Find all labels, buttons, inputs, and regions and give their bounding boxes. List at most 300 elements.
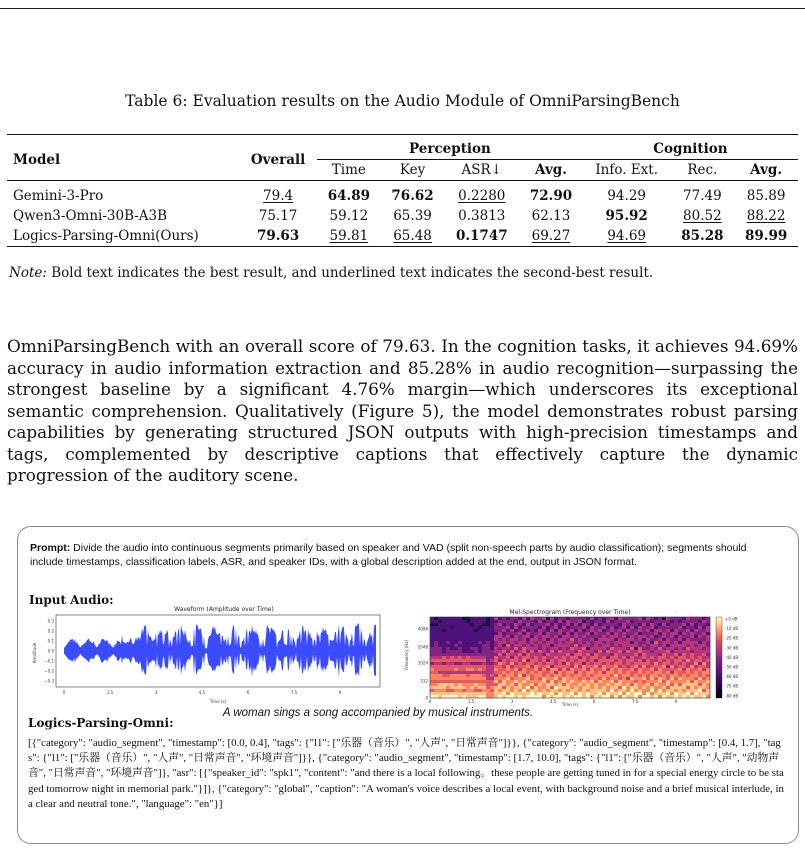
spectrogram-cell [458,620,462,623]
prompt-block [30,541,775,569]
spectrogram-cell [610,665,614,668]
spectrogram-cell [610,629,614,632]
spectrogram-cell [610,677,614,680]
spectrogram-cell [450,617,454,620]
spectrogram-cell [634,653,638,656]
spectrogram-cell [690,665,694,668]
spectrogram-cell [614,632,618,635]
spectrogram-cell [654,626,658,629]
spectrogram-cell [526,638,530,641]
spectrogram-cell [650,617,654,620]
spectrogram-cell [462,680,466,683]
spectrogram-cell [518,668,522,671]
spectrogram-cell [638,644,642,647]
spectrogram-cell [466,680,470,683]
spectrogram-cell [686,623,690,626]
spectrogram-cell [506,623,510,626]
spectrogram-cell [634,692,638,695]
spectrogram-cell [482,632,486,635]
spectrogram-cell [614,629,618,632]
spectrogram-cell [638,623,642,626]
spectrogram-cell [474,677,478,680]
output-label: Logics-Parsing-Omni: [28,716,174,730]
spectrogram-cell [702,650,706,653]
spectrogram-cell [618,653,622,656]
spectrogram-cell [670,626,674,629]
spectrogram-cell [438,656,442,659]
spectrogram-cell [634,671,638,674]
spectrogram-cell [462,647,466,650]
spectrogram-cell [602,650,606,653]
spectrogram-cell [574,686,578,689]
spectrogram-cell [614,653,618,656]
spectrogram-cell [622,617,626,620]
spectrogram-cell [522,665,526,668]
spectrogram-cell [526,626,530,629]
spectrogram-cell [566,692,570,695]
spectrogram-cell [554,668,558,671]
spectrogram-cell [434,680,438,683]
spectrogram-cell [698,677,702,680]
spectrogram-cell [646,677,650,680]
spectrogram-cell [558,659,562,662]
spectrogram-cell [430,647,434,650]
spectrogram-cell [522,620,526,623]
spectrogram-cell [566,671,570,674]
spectrogram-cell [594,692,598,695]
spectrogram-cell [690,689,694,692]
spectrogram-cell [434,692,438,695]
spectrogram-cell [630,692,634,695]
spectrogram-cell [614,635,618,638]
spectrogram-cell [678,620,682,623]
spectrogram-cell [430,656,434,659]
spectrogram-cell [442,638,446,641]
spectrogram-cell [502,644,506,647]
spectrogram-cell [642,683,646,686]
spectrogram-cell [698,617,702,620]
spectrogram-cell [530,638,534,641]
spectrogram-cell [534,668,538,671]
spectrogram-cell [550,689,554,692]
spectrogram-cell [702,683,706,686]
spectrogram-cell [598,677,602,680]
spectrogram-cell [498,653,502,656]
spectrogram-cell [506,632,510,635]
spectrogram-cell [626,659,630,662]
spectrogram-cell [470,683,474,686]
spectrogram-cell [678,629,682,632]
spectrogram-cell [562,653,566,656]
spectrogram-cell [622,650,626,653]
spectrogram-cell [698,623,702,626]
spectrogram-cell [498,671,502,674]
spectrogram-cell [462,683,466,686]
spectrogram-cell [470,692,474,695]
spectrogram-cell [658,665,662,668]
spectrogram-cell [686,650,690,653]
waveform-ylabel: Amplitude [32,642,37,664]
spectrogram-cell [494,650,498,653]
spectrogram-cell [570,626,574,629]
spectrogram-cell [446,686,450,689]
spectrogram-cell [546,692,550,695]
spectrogram-cell [610,686,614,689]
spectrogram-cell [430,674,434,677]
spectrogram-cell [546,620,550,623]
spectrogram-cell [542,677,546,680]
spectrogram-cell [706,683,710,686]
spectrogram-cell [654,656,658,659]
spectrogram-cell [582,692,586,695]
spectrogram-cell [614,668,618,671]
spectrogram-cell [674,689,678,692]
spectrogram-cell [590,686,594,689]
spectrogram-cell [554,620,558,623]
spectrogram-cell [510,671,514,674]
spectrogram-cell [542,671,546,674]
spectrogram-cell [542,680,546,683]
spectrogram-cell [430,662,434,665]
spectrogram-cell [662,632,666,635]
spectrogram-cell [678,686,682,689]
spectrogram-cell [674,662,678,665]
spectrogram-cell [634,641,638,644]
spectrogram-cell [626,650,630,653]
spectrogram-cell [662,683,666,686]
cell-overall: 79.4 [263,188,294,204]
spectrogram-cell [606,674,610,677]
header-time: Time [331,162,366,178]
spectrogram-cell [690,617,694,620]
spectrogram-cell [482,641,486,644]
spectrogram-cell [698,644,702,647]
spectrogram-cell [562,665,566,668]
spectrogram-cell [458,626,462,629]
spectrogram-cell [482,680,486,683]
spectrogram-cell [674,638,678,641]
spectrogram-cell [690,644,694,647]
spectrogram-cell [634,650,638,653]
spectrogram-cell [558,674,562,677]
spectrogram-cell [558,620,562,623]
spectrogram-cell [682,641,686,644]
spectrogram-cell [522,656,526,659]
waveform-xlabel: Time (s) [209,699,227,704]
spectrogram-cell [654,683,658,686]
spectrogram-cell [434,635,438,638]
spectrogram-cell [650,659,654,662]
spectrogram-cell [602,641,606,644]
spectrogram-cell [574,653,578,656]
spectrogram-cell [466,620,470,623]
spectrogram-cell [498,680,502,683]
spectrogram-cell [542,638,546,641]
spectrogram-cell [478,626,482,629]
spectrogram-cell [578,632,582,635]
spectrogram-cell [678,656,682,659]
spectrogram-cell [434,632,438,635]
spectrogram-cell [650,677,654,680]
spectrogram-cell [538,686,542,689]
spectrogram-cell [462,650,466,653]
spectrogram-cell [658,662,662,665]
spectrogram-cell [690,683,694,686]
spectrogram-cell [578,617,582,620]
spectrogram-cell [486,665,490,668]
spectrogram-cell [662,650,666,653]
spectrogram-cell [598,638,602,641]
spectrogram-cell [506,656,510,659]
spectrogram-cell [590,650,594,653]
waveform-title: Waveform (Amplitude over Time) [174,606,274,613]
spectrogram-cell [470,662,474,665]
spectrogram-cell [674,692,678,695]
spectrogram-cell [490,647,494,650]
spectrogram-cell [558,683,562,686]
spectrogram-cell [698,680,702,683]
spectrogram-cell [534,644,538,647]
spectrogram-cell [594,683,598,686]
spectrogram-cell [614,683,618,686]
spectrogram-cell [606,638,610,641]
spectrogram-cell [470,680,474,683]
spectrogram-cell [650,647,654,650]
spectrogram-cell [610,683,614,686]
spectrogram-cell [466,629,470,632]
note-text: Bold text indicates the best result, and underlined text indicates the second-best result. [46,265,654,281]
spectrogram-cell [450,632,454,635]
spectrogram-cell [526,674,530,677]
spectrogram-cell [634,638,638,641]
spectrogram-cell [602,686,606,689]
spectrogram-cell [674,626,678,629]
spectrogram-cell [578,665,582,668]
spectrogram-cell [618,632,622,635]
spectrogram-cell [474,686,478,689]
cell-key: 65.48 [393,228,432,244]
spectrogram-cell [606,647,610,650]
spectrogram-cell [458,671,462,674]
spectrogram-cell [522,626,526,629]
spectrogram-cell [442,650,446,653]
spectrogram-cell [686,662,690,665]
spectrogram-cell [430,650,434,653]
spectrogram-cell [462,641,466,644]
spectrogram-cell [438,632,442,635]
spectrogram-cell [566,635,570,638]
cell-model: Logics-Parsing-Omni(Ours) [13,228,199,244]
spectrogram-cell [530,689,534,692]
spectrogram-cell [670,668,674,671]
spectrogram-cell [658,620,662,623]
spectrogram-cell [454,635,458,638]
spectrogram-cell [690,659,694,662]
spectrogram-cell [542,668,546,671]
spectrogram-cell [462,629,466,632]
spectrogram-cell [638,683,642,686]
spectrogram-cell [626,629,630,632]
spectrogram-cell [630,671,634,674]
spectrogram-cell [530,647,534,650]
spectrogram-cell [666,626,670,629]
spectrogram-cell [458,638,462,641]
spectrogram-cell [446,662,450,665]
spectrogram-cell [550,647,554,650]
spectrogram-cell [542,674,546,677]
spectrogram-cell [514,635,518,638]
spectrogram-cell [586,647,590,650]
spectrogram-cell [670,680,674,683]
spectrogram-cell [654,665,658,668]
spectrogram-cell [474,623,478,626]
spectrogram-cell [486,647,490,650]
spectrogram-cell [514,626,518,629]
spectrogram-cell [538,662,542,665]
spectrogram-cell [706,686,710,689]
spectrogram-cell [666,692,670,695]
spectrogram-cell [498,632,502,635]
spectrogram-cell [438,647,442,650]
spectrogram-cell [698,683,702,686]
spectrogram-cell [662,653,666,656]
spectrogram-cell [522,629,526,632]
waveform-ytick-label: 0.0 [47,648,54,654]
spectrogram-cell [646,641,650,644]
spectrogram-cell [554,644,558,647]
spectrogram-cell [650,650,654,653]
spectrogram-cell [554,623,558,626]
spectrogram-cell [578,623,582,626]
spectrogram-cell [434,659,438,662]
spectrogram-cell [534,629,538,632]
spectrogram-cell [686,683,690,686]
spectrogram-cell [666,617,670,620]
spectrogram-cell [670,665,674,668]
spectrogram-cell [466,641,470,644]
spectrogram-cell [510,620,514,623]
spectrogram-cell [698,629,702,632]
spectrogram-cell [650,683,654,686]
spectrogram-cell [506,671,510,674]
spectrogram-cell [702,653,706,656]
spectrogram-cell [646,662,650,665]
spectrogram-cell [534,662,538,665]
spectrogram-cell [594,689,598,692]
spectrogram-cell [602,635,606,638]
spectrogram-cell [614,686,618,689]
spectrogram-cell [638,641,642,644]
spectrogram-cell [462,692,466,695]
spectrogram-cell [646,686,650,689]
spectrogram-cell [518,674,522,677]
spectrogram-cell [674,671,678,674]
spectrogram-cell [678,638,682,641]
spectrogram-cell [554,662,558,665]
spectrogram-cell [702,677,706,680]
spectrogram-cell [482,638,486,641]
spectrogram-cell [514,689,518,692]
waveform-ytick-label: −0.2 [44,668,54,674]
spectrogram-ytick-label: 1024 [417,660,428,666]
spectrogram-cell [622,641,626,644]
spectrogram-cell [698,668,702,671]
spectrogram-cell [626,671,630,674]
spectrogram-cell [610,659,614,662]
spectrogram-cell [498,620,502,623]
spectrogram-cell [606,617,610,620]
spectrogram-cell [510,638,514,641]
spectrogram-cell [570,653,574,656]
spectrogram-cell [518,638,522,641]
spectrogram-cell [522,650,526,653]
spectrogram-cell [514,644,518,647]
spectrogram-cell [534,671,538,674]
spectrogram-cell [674,629,678,632]
spectrogram-cell [526,662,530,665]
spectrogram-cell [526,683,530,686]
spectrogram-cell [502,656,506,659]
spectrogram-cell [450,656,454,659]
spectrogram-cell [706,674,710,677]
spectrogram-cell [690,641,694,644]
spectrogram-cell [518,626,522,629]
spectrogram-cell [474,671,478,674]
spectrogram-cell [634,677,638,680]
spectrogram-cell [690,626,694,629]
spectrogram-cell [662,662,666,665]
spectrogram-cell [486,653,490,656]
spectrogram-cell [542,689,546,692]
spectrogram-cell [638,620,642,623]
spectrogram-cell [562,638,566,641]
spectrogram-cell [558,671,562,674]
spectrogram-cell [634,656,638,659]
spectrogram-cell [590,623,594,626]
spectrogram-cell [530,662,534,665]
table-caption: Table 6: Evaluation results on the Audio Module of OmniParsingBench [125,92,680,110]
spectrogram-cell [538,683,542,686]
spectrogram-cell [606,626,610,629]
spectrogram-cell [482,647,486,650]
spectrogram-cell [466,650,470,653]
spectrogram-cell [562,677,566,680]
spectrogram-cell [598,650,602,653]
spectrogram-cell [598,674,602,677]
spectrogram-cell [486,623,490,626]
spectrogram-cell [550,668,554,671]
spectrogram-cell [494,641,498,644]
spectrogram-cell [466,671,470,674]
spectrogram-cell [454,623,458,626]
spectrogram-cell [466,632,470,635]
spectrogram-cell [638,659,642,662]
spectrogram-cell [606,686,610,689]
spectrogram-cell [570,644,574,647]
spectrogram-cell [462,626,466,629]
spectrogram-cell [674,641,678,644]
spectrogram-cell [622,635,626,638]
spectrogram-cell [686,686,690,689]
spectrogram-cell [598,623,602,626]
spectrogram-cell [526,644,530,647]
spectrogram-cell [530,674,534,677]
cell-info-ext: 94.69 [607,228,646,244]
spectrogram-cell [478,665,482,668]
spectrogram-cell [598,647,602,650]
spectrogram-cell [494,638,498,641]
spectrogram-cell [490,683,494,686]
